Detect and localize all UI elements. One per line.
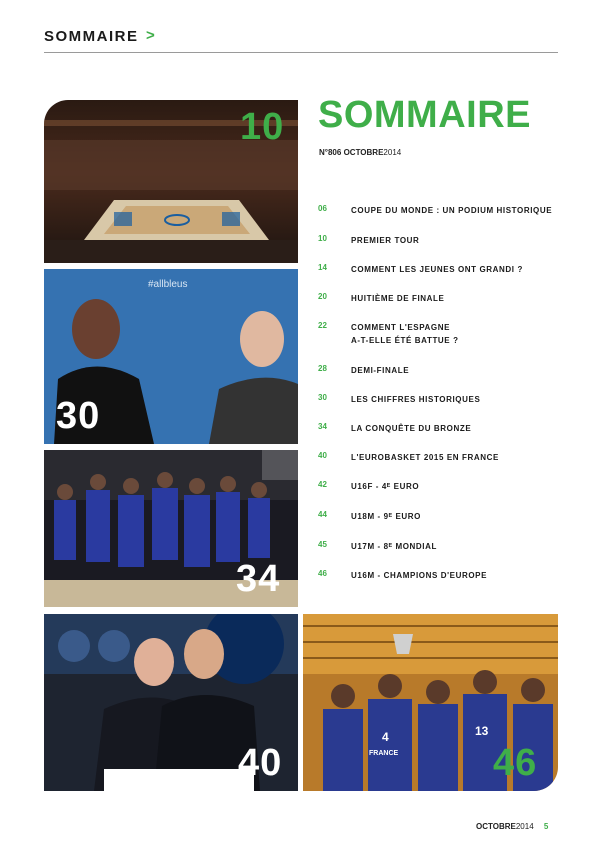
photo-arena — [44, 100, 298, 263]
toc-page: 40 — [318, 451, 327, 460]
toc-page: 28 — [318, 364, 327, 373]
toc-label: HUITIÈME DE FINALE — [351, 294, 445, 303]
page-footer — [476, 822, 548, 831]
banner-text: #allbleus — [148, 279, 188, 290]
toc-page: 42 — [318, 480, 327, 489]
issue-year: 2014 — [383, 148, 402, 157]
toc-page: 06 — [318, 204, 327, 213]
page-header — [44, 26, 558, 53]
photo-number-10: 10 — [240, 106, 285, 148]
toc-page: 45 — [318, 540, 327, 549]
toc-label: U18M - 9ᴱ EURO — [351, 512, 421, 521]
issue-info — [319, 148, 401, 157]
photo-number-46: 46 — [493, 742, 538, 784]
toc-label: COMMENT L'ESPAGNE A-T-ELLE ÉTÉ BATTUE ? — [351, 323, 459, 345]
footer-month: OCTOBRE — [476, 822, 516, 831]
toc-page: 30 — [318, 393, 327, 402]
jersey-text: FRANCE — [369, 750, 399, 757]
toc-label: LA CONQUÊTE DU BRONZE — [351, 424, 472, 433]
issue-number: N°806 — [319, 148, 342, 157]
issue-month: OCTOBRE — [343, 148, 384, 157]
footer-year: 2014 — [515, 822, 534, 831]
photo-champions — [303, 614, 558, 791]
page-number: 5 — [543, 822, 549, 831]
toc-page: 44 — [318, 510, 327, 519]
toc-label: COUPE DU MONDE : UN PODIUM HISTORIQUE — [351, 206, 553, 215]
toc-label: PREMIER TOUR — [351, 236, 420, 245]
toc-label: DEMI-FINALE — [351, 366, 410, 375]
toc-page: 14 — [318, 263, 327, 272]
toc-page: 20 — [318, 292, 327, 301]
photo-team — [44, 450, 298, 607]
toc-page: 10 — [318, 234, 327, 243]
jersey-number-b: 13 — [475, 724, 489, 738]
photo-number-30: 30 — [56, 395, 101, 437]
toc-label: COMMENT LES JEUNES ONT GRANDI ? — [351, 265, 523, 274]
toc-label: L'EUROBASKET 2015 EN FRANCE — [351, 453, 499, 462]
toc-label: LES CHIFFRES HISTORIQUES — [351, 395, 481, 404]
photo-interview — [44, 269, 298, 444]
photo-number-40: 40 — [238, 742, 283, 784]
chevron-right-icon: > — [146, 27, 155, 44]
toc-label: U16F - 4ᴱ EURO — [351, 482, 420, 491]
toc-label: U16M - CHAMPIONS D'EUROPE — [351, 571, 488, 580]
jersey-number-a: 4 — [382, 730, 389, 744]
photo-signing — [44, 614, 298, 791]
toc-page: 46 — [318, 569, 327, 578]
page-title: SOMMAIRE — [318, 94, 531, 136]
toc-page: 34 — [318, 422, 327, 431]
photo-number-34: 34 — [236, 558, 281, 600]
header-title: SOMMAIRE — [44, 28, 139, 45]
toc-label: U17M - 8ᴱ MONDIAL — [351, 542, 437, 551]
toc-page: 22 — [318, 321, 327, 330]
